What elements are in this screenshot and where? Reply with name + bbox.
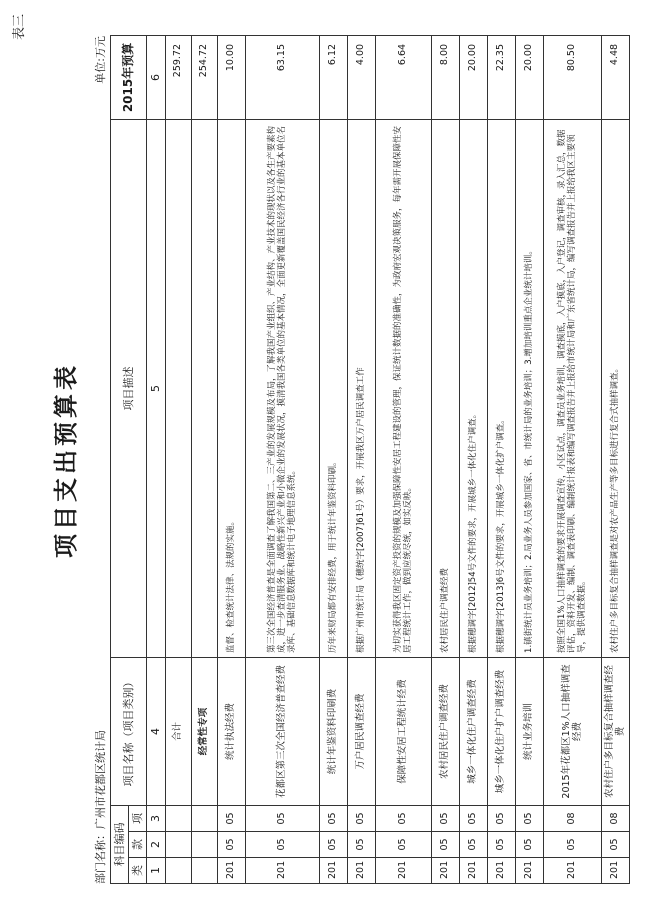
table-row — [347, 35, 375, 883]
section-cell: 05 — [319, 832, 347, 858]
item-cell: 05 — [319, 805, 347, 831]
col-number: 4 — [147, 657, 165, 805]
total-value: 259.72 — [165, 35, 191, 119]
section-cell: 05 — [431, 832, 459, 858]
class-cell: 201 — [515, 858, 543, 884]
project-desc-cell: 第三次全国经济普查是全面调查了解我国第二、三产业的发展规模及布局，了解我国产业组织、产业结构、产业技术的现状以及各生产要素构成，进一步查清服务业、战略性新兴产业和小微企业的发展状况，摸清我国各类单位的基本情况，全面更新覆盖国民经济各行业的基本单位名录库、基础信息数据库和统计电子地理信息系统。 — [245, 119, 319, 657]
project-name-cell: 花都区第三次全国经济普查经费 — [245, 657, 319, 805]
item-cell: 08 — [543, 805, 601, 831]
budget-cell: 4.00 — [347, 35, 375, 119]
project-name-cell: 保障性安居工程统计经费 — [375, 657, 431, 805]
project-desc-cell: 为切实获得我区固定资产投资的规模及加强保障性安居工程建设的管理，保证统计数据的准确性，为政府宏观决策服务，每年需开展保障性安居工程统计工作，做到应统尽统，如实反映。 — [375, 119, 431, 657]
unit-label: 单位:万元 — [94, 36, 107, 84]
class-cell: 201 — [375, 858, 431, 884]
class-cell: 201 — [543, 858, 601, 884]
section-cell: 05 — [217, 832, 245, 858]
item-cell: 05 — [487, 805, 515, 831]
page-title: 项目支出预算表 — [51, 362, 80, 558]
item-cell: 08 — [601, 805, 629, 831]
table-row — [319, 35, 347, 883]
table-row — [431, 35, 459, 883]
group-label: 经常性专项 — [191, 657, 217, 805]
section-cell: 05 — [375, 832, 431, 858]
sheet-label: 表三 — [12, 14, 27, 41]
project-desc-cell: 按照全国1%人口抽样调查的要求开展调查宣传，小区试点，调查员业务培训，调查摸底，入户摸底，入户登记，调查审核，录入汇总，数据评估，资料开发、编制、调查表印刷、编制统计报表和编写调查报告并上报给市统计局和广东省统计局，编写调查报告并上报给我区主要领导，提供调查数据。 — [543, 119, 601, 657]
class-cell: 201 — [431, 858, 459, 884]
col-number: 5 — [147, 119, 165, 657]
class-cell: 201 — [459, 858, 487, 884]
budget-cell: 80.50 — [543, 35, 601, 119]
budget-cell: 10.00 — [217, 35, 245, 119]
item-header: 项 — [129, 805, 147, 831]
item-cell: 05 — [431, 805, 459, 831]
class-cell: 201 — [601, 858, 629, 884]
project-name-cell: 农村居民住户调查经费 — [431, 657, 459, 805]
col-number: 6 — [147, 35, 165, 119]
item-cell: 05 — [217, 805, 245, 831]
table-row — [217, 35, 245, 883]
project-desc-cell: 根据广州市统计局（穗统字[2007]61号）要求，开展我区万户居民调查工作 — [347, 119, 375, 657]
department-name: 部门名称：广州市花都区统计局 — [94, 730, 107, 884]
table-row — [375, 35, 431, 883]
section-cell: 05 — [459, 832, 487, 858]
table-row — [459, 35, 487, 883]
table-row — [601, 35, 629, 883]
project-desc-cell: 农村居民住户调查经费 — [431, 119, 459, 657]
project-name-header: 项目名称（项目类别） — [111, 657, 147, 805]
class-cell: 201 — [245, 858, 319, 884]
class-cell: 201 — [347, 858, 375, 884]
class-header: 类 — [129, 858, 147, 884]
table-row — [543, 35, 601, 883]
project-name-cell: 万户居民调查经费 — [347, 657, 375, 805]
class-cell: 201 — [319, 858, 347, 884]
project-name-cell: 统计执法经费 — [217, 657, 245, 805]
budget-cell: 6.12 — [319, 35, 347, 119]
project-desc-cell: 历年来财局都有安排经费，用于统计年鉴资料印刷。 — [319, 119, 347, 657]
class-cell: 201 — [217, 858, 245, 884]
project-name-cell: 城乡一体化住户扩户调查经费 — [487, 657, 515, 805]
section-header: 款 — [129, 832, 147, 858]
budget-cell: 6.64 — [375, 35, 431, 119]
table-row — [515, 35, 543, 883]
budget-cell: 4.48 — [601, 35, 629, 119]
budget-cell: 8.00 — [431, 35, 459, 119]
project-desc-cell: 农村住户多目标复合抽样调查是对农产品生产等多目标进行复合式抽样调查。 — [601, 119, 629, 657]
col-number: 1 — [147, 858, 165, 884]
budget-cell: 20.00 — [459, 35, 487, 119]
budget-cell: 22.35 — [487, 35, 515, 119]
section-cell: 05 — [347, 832, 375, 858]
subject-code-header: 科目编码 — [111, 805, 129, 883]
class-cell: 201 — [487, 858, 515, 884]
item-cell: 05 — [515, 805, 543, 831]
col-number: 3 — [147, 805, 165, 831]
col-number: 2 — [147, 832, 165, 858]
group-row — [191, 35, 217, 883]
budget-table — [110, 35, 630, 884]
item-cell: 05 — [245, 805, 319, 831]
project-desc-header: 项目描述 — [111, 119, 147, 657]
budget-cell: 20.00 — [515, 35, 543, 119]
group-value: 254.72 — [191, 35, 217, 119]
project-name-cell: 2015年花都区1%人口抽样调查经费 — [543, 657, 601, 805]
item-cell: 05 — [459, 805, 487, 831]
section-cell: 05 — [515, 832, 543, 858]
project-name-cell: 城乡一体化住户调查经费 — [459, 657, 487, 805]
project-name-cell: 统计年鉴资料印刷费 — [319, 657, 347, 805]
project-desc-cell: 根据穗调字[2012]54号文件的要求，开展城乡一体化住户调查。 — [459, 119, 487, 657]
budget-header: 2015年预算 — [111, 35, 147, 119]
table-row — [245, 35, 319, 883]
project-name-cell: 农村住户多目标复合抽样调查经费 — [601, 657, 629, 805]
item-cell: 05 — [375, 805, 431, 831]
section-cell: 05 — [543, 832, 601, 858]
project-desc-cell: 监督、检查统计法律、法规的实施。 — [217, 119, 245, 657]
total-row — [165, 35, 191, 883]
table-row — [487, 35, 515, 883]
item-cell: 05 — [347, 805, 375, 831]
section-cell: 05 — [245, 832, 319, 858]
budget-cell: 63.15 — [245, 35, 319, 119]
project-desc-cell: 根据穗调字[2013]6号文件的要求，开展城乡一体化扩户调查。 — [487, 119, 515, 657]
project-name-cell: 统计业务培训 — [515, 657, 543, 805]
total-label: 合计 — [165, 657, 191, 805]
section-cell: 05 — [487, 832, 515, 858]
section-cell: 05 — [601, 832, 629, 858]
project-desc-cell: 1.镇街统计员业务培训；2.局业务人员参加国家、省、市统计局的业务培训；3.增加培训重点企业统计培训。 — [515, 119, 543, 657]
